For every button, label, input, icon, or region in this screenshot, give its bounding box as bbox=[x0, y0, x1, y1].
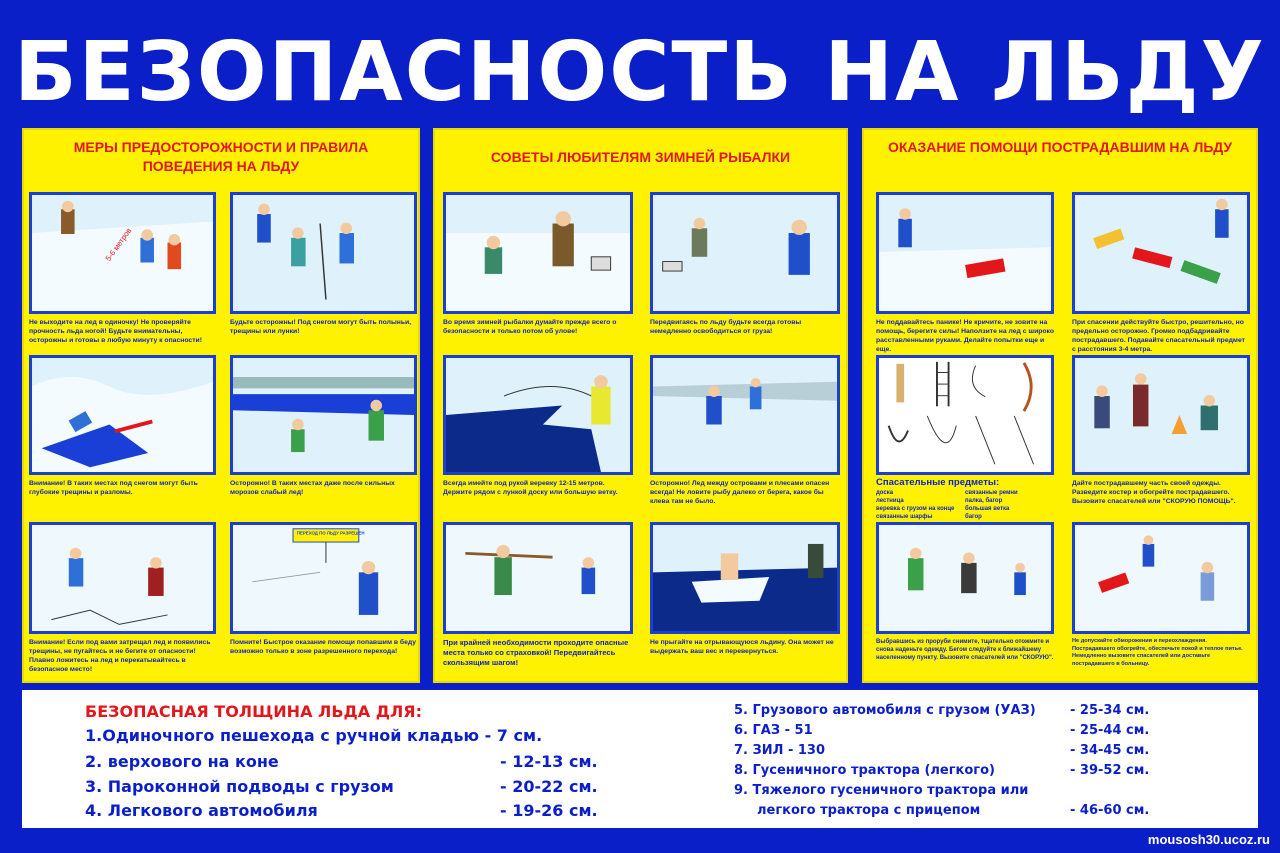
illustration-carry-load bbox=[650, 192, 840, 314]
crossing-sign-label: ПЕРЕХОД ПО ЛЬДУ РАЗРЕШЕН bbox=[296, 530, 365, 536]
thickness-value: - 46-60 см. bbox=[1070, 803, 1150, 818]
caption: Осторожно! В таких местах даже после сильных морозов слабый лед! bbox=[230, 480, 395, 496]
illustration-cell bbox=[650, 355, 840, 505]
thickness-row: 5. Грузового автомобиля с грузом (УАЗ) bbox=[734, 703, 1036, 718]
caption: Не выходите на лед в одиночку! Не проверяйте прочность льда ногой! Будьте внимательны, осторожны и готовы в любую минуту к опасности! bbox=[29, 319, 202, 344]
thickness-value: - 25-44 см. bbox=[1070, 723, 1150, 738]
watermark: mousosh30.ucoz.ru bbox=[1147, 832, 1270, 847]
panel-rescue bbox=[862, 128, 1258, 683]
tools-heading: Спасательные предметы: bbox=[876, 477, 1000, 487]
thickness-row: 7. ЗИЛ - 130 bbox=[734, 743, 826, 758]
thickness-value: - 20-22 см. bbox=[500, 777, 598, 796]
thickness-row: 1.Одиночного пешехода с ручной кладью - 7 см. bbox=[85, 726, 543, 745]
thickness-row: 6. ГАЗ - 51 bbox=[734, 723, 813, 738]
illustration-cell bbox=[29, 355, 216, 496]
thickness-row: 9. Тяжелого гусеничного трактора или bbox=[734, 783, 1029, 798]
poster-title: БЕЗОПАСНОСТЬ НА ЛЬДУ bbox=[14, 25, 1266, 120]
illustration-rescue-tools bbox=[876, 355, 1054, 475]
panel-title: МЕРЫ ПРЕДОСТОРОЖНОСТИ И ПРАВИЛА ПОВЕДЕНИЯ НА ЛЬДУ bbox=[73, 139, 369, 174]
illustration-cell bbox=[230, 192, 417, 335]
illustration-islands bbox=[650, 355, 840, 475]
illustration-fire bbox=[1072, 355, 1250, 475]
illustration-fishermen bbox=[443, 192, 633, 314]
illustration-self-rescue bbox=[876, 192, 1054, 314]
illustration-kids-ice bbox=[29, 192, 216, 314]
thickness-value: - 34-45 см. bbox=[1070, 743, 1150, 758]
illustration-chain-rescue bbox=[1072, 192, 1250, 314]
ice-thickness-table bbox=[22, 690, 1258, 828]
thickness-value: - 12-13 см. bbox=[500, 752, 598, 771]
thickness-heading: БЕЗОПАСНАЯ ТОЛЩИНА ЛЬДА ДЛЯ: bbox=[85, 702, 422, 721]
caption: При крайней необходимости проходите опасные места только со страховкой! Передвигайтесь скользящим шагом! bbox=[443, 638, 629, 667]
caption: Дайте пострадавшему часть своей одежды. Разведите костер и обогрейте пострадавшего. Вызовите спасателей или "СКОРУЮ ПОМОЩЬ". bbox=[1072, 480, 1236, 505]
illustration-ice-floe bbox=[650, 522, 840, 634]
thickness-value: - 19-26 см. bbox=[500, 801, 598, 820]
caption: Внимание! Если под вами затрещал лед и появились трещины, не пугайтесь и не бегите от опасности! Плавно ложитесь на лед и перекатывайтесь в безопасное место! bbox=[29, 639, 211, 673]
panel-precautions bbox=[22, 128, 420, 683]
caption: Выбравшись из проруби снимите, тщательно отожмите и снова наденьте одежду. Бегом следуйте к ближайшему населенному пункту. Вызовите спасателей или "СКОРУЮ". bbox=[876, 639, 1054, 661]
illustration-crack bbox=[29, 522, 216, 634]
panel-fishing bbox=[433, 128, 848, 683]
thickness-row: 8. Гусеничного трактора (легкого) bbox=[734, 763, 995, 778]
illustration-pole bbox=[443, 522, 633, 634]
caption: Во время зимней рыбалки думайте прежде всего о безопасности и только потом об улове! bbox=[443, 319, 617, 335]
caption: Будьте осторожны! Под снегом могут быть полыньи, трещины или лунки! bbox=[230, 319, 412, 335]
illustration-skating bbox=[1072, 522, 1250, 634]
thickness-row: 4. Легкового автомобиля bbox=[85, 801, 318, 820]
illustration-sled bbox=[230, 355, 417, 475]
caption: Не поддавайтесь панике! Не кричите, не зовите на помощь, берегите силы! Наползите на лед с широко расставленными руками. Делайте попытки еще и еще. bbox=[876, 319, 1054, 353]
caption: Внимание! В таких местах под снегом могут быть глубокие трещины и разломы. bbox=[29, 480, 198, 496]
thickness-value: - 25-34 см. bbox=[1070, 703, 1150, 718]
thickness-row: легкого трактора с прицепом bbox=[757, 803, 981, 818]
caption: Всегда имейте под рукой веревку 12-15 метров. Держите рядом с лункой доску или большую ветку. bbox=[443, 480, 618, 496]
illustration-cell bbox=[443, 192, 633, 335]
thickness-row: 2. верхового на коне bbox=[85, 752, 279, 771]
illustration-cell bbox=[876, 192, 1054, 353]
illustration-cell bbox=[443, 522, 633, 667]
illustration-cell bbox=[650, 192, 840, 335]
illustration-run bbox=[876, 522, 1054, 634]
distance-label: 5-6 метров bbox=[103, 226, 134, 263]
illustration-cell bbox=[230, 522, 417, 655]
tools-list-2: связанные ремни палка, багор большая ветка багор bbox=[965, 490, 1018, 520]
illustration-cell bbox=[1072, 355, 1250, 505]
illustration-cell bbox=[1072, 192, 1250, 353]
illustration-cell bbox=[29, 522, 216, 673]
illustration-cell bbox=[650, 522, 840, 655]
caption: Помните! Быстрое оказание помощи попавшим в беду возможно только в зоне разрешенного перехода! bbox=[230, 639, 417, 655]
caption: Осторожно! Лед между островами и плесами опасен всегда! Не ловите рыбу далеко от берега, какое бы клева там не было. bbox=[650, 480, 830, 505]
caption: Не прыгайте на отрывающуюся льдину. Она может не выдержать ваш вес и перевернуться. bbox=[650, 639, 834, 655]
illustration-crossing bbox=[230, 522, 417, 634]
illustration-cell bbox=[1072, 522, 1250, 667]
thickness-row: 3. Пароконной подводы с грузом bbox=[85, 777, 394, 796]
illustration-cell bbox=[443, 355, 633, 496]
illustration-fall-through bbox=[29, 355, 216, 475]
panel-title: ОКАЗАНИЕ ПОМОЩИ ПОСТРАДАВШИМ НА ЛЬДУ bbox=[887, 139, 1233, 155]
illustration-rope bbox=[443, 355, 633, 475]
thickness-value: - 39-52 см. bbox=[1070, 763, 1150, 778]
illustration-hockey bbox=[230, 192, 417, 314]
tools-list-1: доска лестница веревка с грузом на конце связанные шарфы bbox=[876, 490, 955, 520]
tools-cell bbox=[876, 355, 1054, 520]
illustration-cell bbox=[230, 355, 417, 496]
panel-title: СОВЕТЫ ЛЮБИТЕЛЯМ ЗИМНЕЙ РЫБАЛКИ bbox=[490, 149, 791, 165]
caption: Передвигаясь по льду будьте всегда готовы немедленно освободиться от груза! bbox=[650, 319, 802, 335]
caption: При спасении действуйте быстро, решительно, но предельно осторожно. Громко подбадривайте пострадавшего. Подавайте спасательный предмет с расстояния 3-4 метра. bbox=[1072, 319, 1245, 353]
caption: Не допускайте обморожения и переохлаждения. Пострадавшего обогрейте, обеспечьте покой и теплое питье. Немедленно вызовите спасателей или доставьте пострадавшего в больницу. bbox=[1072, 638, 1243, 667]
illustration-cell bbox=[876, 522, 1054, 661]
illustration-cell bbox=[29, 192, 216, 344]
